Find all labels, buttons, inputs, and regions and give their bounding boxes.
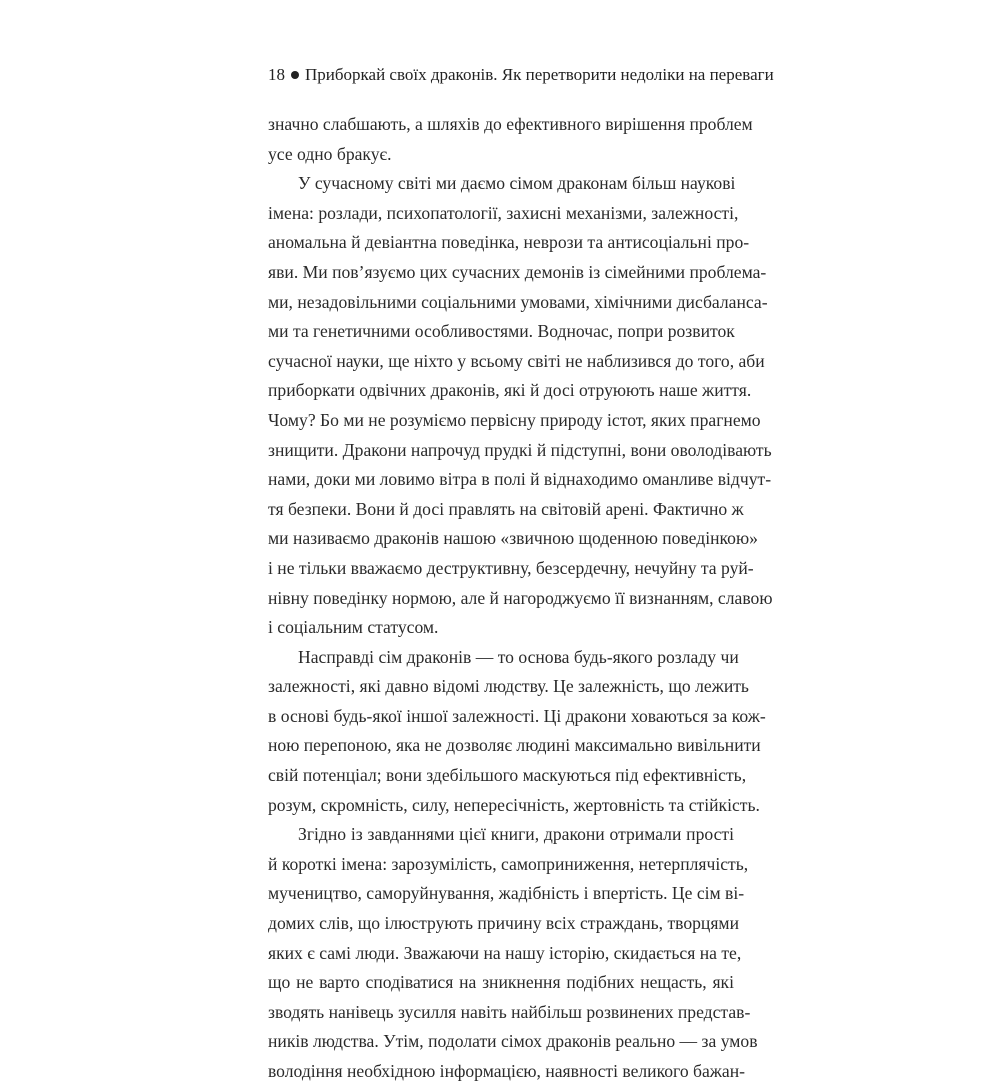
text-line: мучеництво, саморуйнування, жадібність і впертість. Це сім ві- [268, 883, 745, 904]
page-number: 18 [268, 65, 285, 84]
text-line: знищити. Дракони напрочуд прудкі й підступні, вони оволодівають [268, 439, 772, 460]
text-line: ми та генетичними особливостями. Водночас, попри розвиток [268, 321, 735, 342]
text-line: Згідно із завданнями цієї книги, дракони отримали прості [298, 824, 734, 845]
text-line: залежності, які давно відомі людству. Це залежність, що лежить [268, 676, 749, 697]
text-line: ників людства. Утім, подолати сімох драконів реально — за умов [268, 1031, 758, 1052]
text-line: імена: розлади, психопатології, захисні механізми, залежності, [268, 202, 739, 223]
text-line: й короткі імена: зарозумілість, самоприниження, нетерплячість, [268, 853, 749, 874]
text-line: усе одно бракує. [268, 143, 392, 164]
text-line: Насправді сім драконів — то основа будь-якого розладу чи [298, 646, 739, 667]
text-line: аномальна й девіантна поведінка, неврози та антисоціальні про- [268, 232, 750, 253]
text-line: ми називаємо драконів нашою «звичною щоденною поведінкою» [268, 528, 758, 549]
text-line: ми, незадовільними соціальними умовами, хімічними дисбаланса- [268, 291, 768, 312]
text-line: зводять нанівець зусилля навіть найбільш розвинених представ- [268, 1001, 751, 1022]
body-text [268, 110, 773, 1087]
text-line: володіння необхідною інформацією, наявності великого бажан- [268, 1061, 746, 1081]
text-line: в основі будь-якої іншої залежності. Ці дракони ховаються за кож- [268, 705, 766, 726]
text-line: свій потенціал; вони здебільшого маскуються під ефективність, [268, 765, 747, 786]
text-line: що не варто сподіватися на зникнення подібних нещасть, які [268, 972, 734, 993]
text-line: нівну поведінку нормою, але й нагороджуємо її визнанням, славою [268, 587, 773, 608]
text-line: яви. Ми пов’язуємо цих сучасних демонів із сімейними проблема- [268, 261, 767, 282]
text-line: нами, доки ми ловимо вітра в полі й віднаходимо оманливе відчут- [268, 469, 772, 490]
text-line: розум, скромність, силу, непересічність, жертовність та стійкість. [268, 794, 760, 815]
text-line: домих слів, що ілюструють причину всіх страждань, творцями [268, 913, 739, 934]
text-line: Чому? Бо ми не розуміємо первісну природу істот, яких прагнемо [268, 409, 761, 430]
book-title: Приборкай своїх драконів. Як перетворити недоліки на переваги [305, 65, 774, 84]
text-line: приборкати одвічних драконів, які й досі отруюють наше життя. [268, 380, 752, 401]
text-line: сучасної науки, ще ніхто у всьому світі не наблизився до того, аби [268, 350, 765, 371]
text-line: і не тільки вважаємо деструктивну, безсердечну, нечуйну та руй- [268, 557, 754, 578]
running-head [268, 64, 774, 86]
text-line: тя безпеки. Вони й досі правлять на світовій арені. Фактично ж [268, 498, 744, 519]
text-line: і соціальним статусом. [268, 617, 439, 638]
text-line: У сучасному світі ми даємо сімом драконам більш наукові [298, 173, 736, 194]
bullet-dot-icon [291, 71, 299, 79]
text-line: яких є самі люди. Зважаючи на нашу історію, скидається на те, [268, 942, 742, 963]
text-line: ною перепоною, яка не дозволяє людині максимально вивільнити [268, 735, 761, 756]
text-line: значно слабшають, а шляхів до ефективного вирішення проблем [268, 114, 753, 134]
